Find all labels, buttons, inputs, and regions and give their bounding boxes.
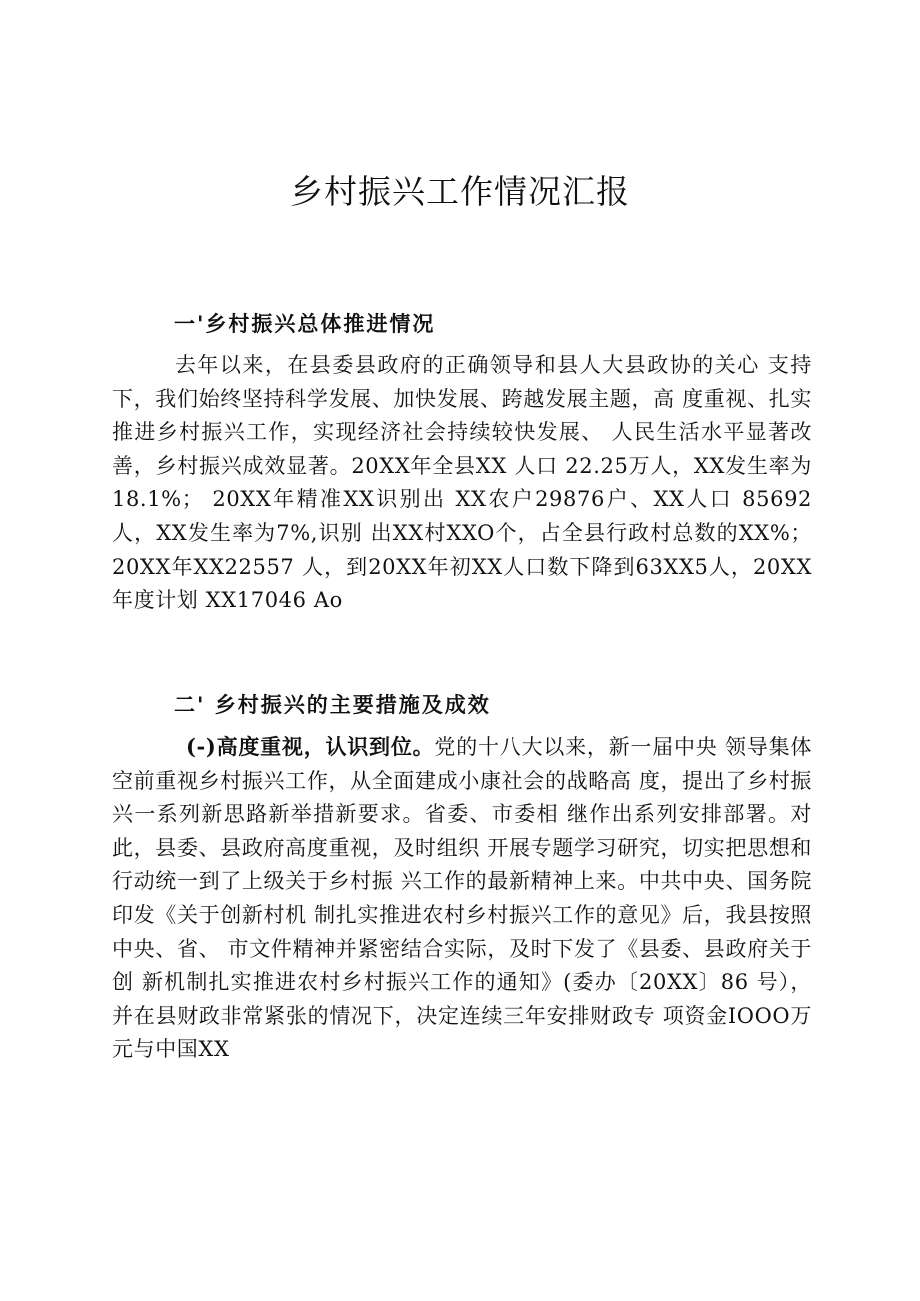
section-2-body-text: 党的十八大以来，新一届中央 领导集体空前重视乡村振兴工作，从全面建成小康社会的战略高 度，提出了乡村振兴一系列新思路新举措新要求。省委、市委相 继作出系列安排部署。对此，县委、县政府高度重视，及时组织 开展专题学习研究，切实把思想和行动统一到了上级关于乡村振 兴工作的最新精神上来。中共中央、国务院印发《关于创新村机 制扎实推进农村乡村振兴工作的意见》后，我县按照中央、省、 市文件精神并紧密结合实际，及时下发了《县委、县政府关于创 新机制扎实推进农村乡村振兴工作的通知》(委办〔20XX〕86 号），并在县财政非常紧张的情况下，决定连续三年安排财政专 项资金IOOO万元与中国XX	[112, 735, 812, 1062]
section-2-paragraph	[112, 730, 812, 1067]
section-1-heading: 一'乡村振兴总体推进情况	[174, 311, 436, 336]
subsection-lead: (-)高度重视，认识到位。	[186, 734, 435, 759]
section-1-paragraph	[112, 349, 812, 618]
section-1-body-text: 去年以来，在县委县政府的正确领导和县人大县政协的关心 支持下，我们始终坚持科学发展、加快发展、跨越发展主题，高 度重视、扎实推进乡村振兴工作，实现经济社会持续较快发展、 人民生活水平显著改善，乡村振兴成效显著。20XX年全县XX 人口 22.25万人，XX发生率为18.1%； 20XX年精准XX识别出 XX农户29876户、XX人口 85692人，XX发生率为7%,识别 出XX村XXO个，占全县行政村总数的XX%；20XX年XX22557 人，到20XX年初XX人口数下降到63XX5人，20XX年度计划 XX17046 Ao	[112, 353, 812, 613]
section-2-heading: 二' 乡村振兴的主要措施及成效	[174, 692, 491, 717]
document-title: 乡村振兴工作情况汇报	[290, 172, 630, 211]
